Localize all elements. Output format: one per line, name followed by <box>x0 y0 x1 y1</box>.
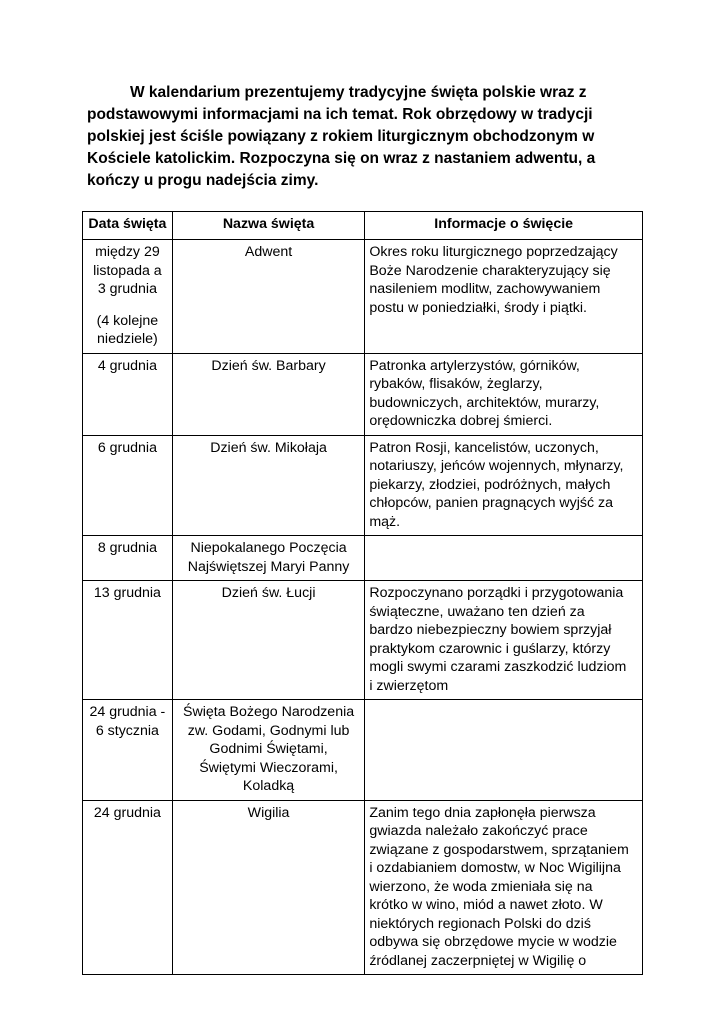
name-cell <box>173 581 366 700</box>
info-cell <box>365 801 643 976</box>
info-line: Zanim tego dnia zapłonęła pierwsza <box>369 804 596 821</box>
date-note-line: (4 kolejne <box>96 312 159 329</box>
info-line: Patronka artylerzystów, górników, <box>369 357 580 374</box>
header-info: Informacje o święcie <box>365 212 643 240</box>
header-name: Nazwa święta <box>173 212 366 240</box>
name-line: Wigilia <box>247 804 290 821</box>
intro-line: Kościele katolickim. Rozpoczyna się on wraz z nastaniem adwentu, a <box>87 150 596 167</box>
name-cell <box>173 700 366 801</box>
info-line: bardzo niebezpieczny bowiem sprzyjał <box>369 622 612 638</box>
name-line: Święta Bożego Narodzenia <box>182 704 355 720</box>
date-line: między 29 <box>95 244 160 260</box>
table-row <box>83 700 643 801</box>
date-line: 6 stycznia <box>95 722 159 739</box>
table-row <box>83 240 643 354</box>
date-cell <box>83 581 173 700</box>
info-line: Okres roku liturgicznego poprzedzający <box>369 244 618 260</box>
info-line: krótko w wino, miód a nawet złoto. W <box>369 897 603 913</box>
table-header-row <box>83 212 643 240</box>
info-cell <box>365 700 643 801</box>
intro-line: W kalendarium prezentujemy tradycyjne święta polskie wraz z <box>130 84 587 101</box>
info-line: i ozdabianiem domostw, w Noc Wigilijna <box>369 860 621 876</box>
info-line: wierzono, że woda zmieniała się na <box>369 878 593 895</box>
info-line: rybaków, flisaków, żeglarzy, <box>369 376 543 392</box>
intro-paragraph <box>87 82 647 192</box>
info-line: chłopców, panien pragnących wyjść za <box>369 495 614 511</box>
info-line: świąteczne, uważano ten dzień za <box>369 603 585 620</box>
date-cell <box>83 536 173 581</box>
intro-line: kończy u progu nadejścia zimy. <box>87 172 319 189</box>
name-line: Dzień św. Mikołaja <box>210 439 327 456</box>
table-row <box>83 581 643 700</box>
name-line: Dzień św. Łucji <box>221 585 316 601</box>
header-date: Data święta <box>83 212 173 240</box>
date-line: 24 grudnia - <box>89 704 166 720</box>
date-note-line: niedziele) <box>97 331 158 347</box>
date-cell <box>83 354 173 436</box>
intro-line: podstawowymi informacjami na ich temat. Rok obrzędowy w tradycji <box>87 106 593 123</box>
info-cell <box>365 581 643 700</box>
info-line: mąż. <box>369 513 401 530</box>
info-line: Rozpoczynano porządki i przygotowania <box>369 585 624 601</box>
date-line: 24 grudnia <box>93 804 161 821</box>
date-cell <box>83 700 173 801</box>
name-cell <box>173 536 366 581</box>
table-row <box>83 801 643 976</box>
info-cell <box>365 536 643 581</box>
name-line: Najświętszej Maryi Panny <box>187 558 350 575</box>
info-line: orędowniczka dobrej śmierci. <box>369 413 553 429</box>
info-line: gwiazda należało zakończyć prace <box>369 823 588 839</box>
table-row <box>83 536 643 581</box>
info-line: piekarzy, złodziei, podróżnych, małych <box>369 476 611 493</box>
name-line: Godnimi Świętami, <box>209 741 328 757</box>
date-cell <box>83 240 173 354</box>
table-row <box>83 354 643 436</box>
info-cell <box>365 354 643 436</box>
name-line: Świętymi Wieczorami, <box>199 759 338 776</box>
info-line: źródlanej zaczerpniętej w Wigilię o <box>369 952 587 969</box>
info-line: Boże Narodzenie charakteryzujący się <box>369 262 611 279</box>
name-line: zw. Godami, Godnymi lub <box>187 722 350 739</box>
info-line: niektórych regionach Polski do dziś <box>369 915 591 932</box>
info-line: postu w poniedziałki, środy i piątki. <box>369 299 587 316</box>
name-cell <box>173 801 366 976</box>
info-line: budowniczych, architektów, murarzy, <box>369 394 600 411</box>
name-line: Niepokalanego Poczęcia <box>190 540 347 556</box>
date-line: 6 grudnia <box>97 439 157 456</box>
date-line: listopada a <box>93 262 162 279</box>
name-line: Koladką <box>242 778 295 794</box>
info-line: praktykom czarownic i guślarzy, którzy <box>369 640 611 657</box>
name-cell <box>173 240 366 354</box>
intro-line: polskiej jest ściśle powiązany z rokiem liturgicznym obchodzonym w <box>87 128 595 145</box>
holiday-calendar-table <box>82 211 643 975</box>
name-line: Dzień św. Barbary <box>211 357 326 374</box>
info-cell <box>365 436 643 537</box>
name-cell <box>173 436 366 537</box>
date-line: 13 grudnia <box>93 585 161 601</box>
date-cell <box>83 801 173 976</box>
info-line: nasileniem modlitw, zachowywaniem <box>369 281 601 297</box>
date-line: 8 grudnia <box>97 540 157 556</box>
info-line: i zwierzętom <box>369 677 449 694</box>
spacer <box>87 299 168 312</box>
info-line: mogli swymi czarami zaszkodzić ludziom <box>369 659 627 675</box>
name-cell <box>173 354 366 436</box>
table-row <box>83 436 643 537</box>
info-cell <box>365 240 643 354</box>
name-line: Adwent <box>244 244 293 260</box>
info-line: odbywa się obrzędowe mycie w wodzie <box>369 934 617 950</box>
date-line: 3 grudnia <box>97 281 157 297</box>
info-line: związane z gospodarstwem, sprzątaniem <box>369 841 629 858</box>
info-line: Patron Rosji, kancelistów, uczonych, <box>369 439 599 456</box>
info-line: notariuszy, jeńców wojennych, młynarzy, <box>369 458 624 474</box>
date-cell <box>83 436 173 537</box>
date-line: 4 grudnia <box>97 357 157 374</box>
